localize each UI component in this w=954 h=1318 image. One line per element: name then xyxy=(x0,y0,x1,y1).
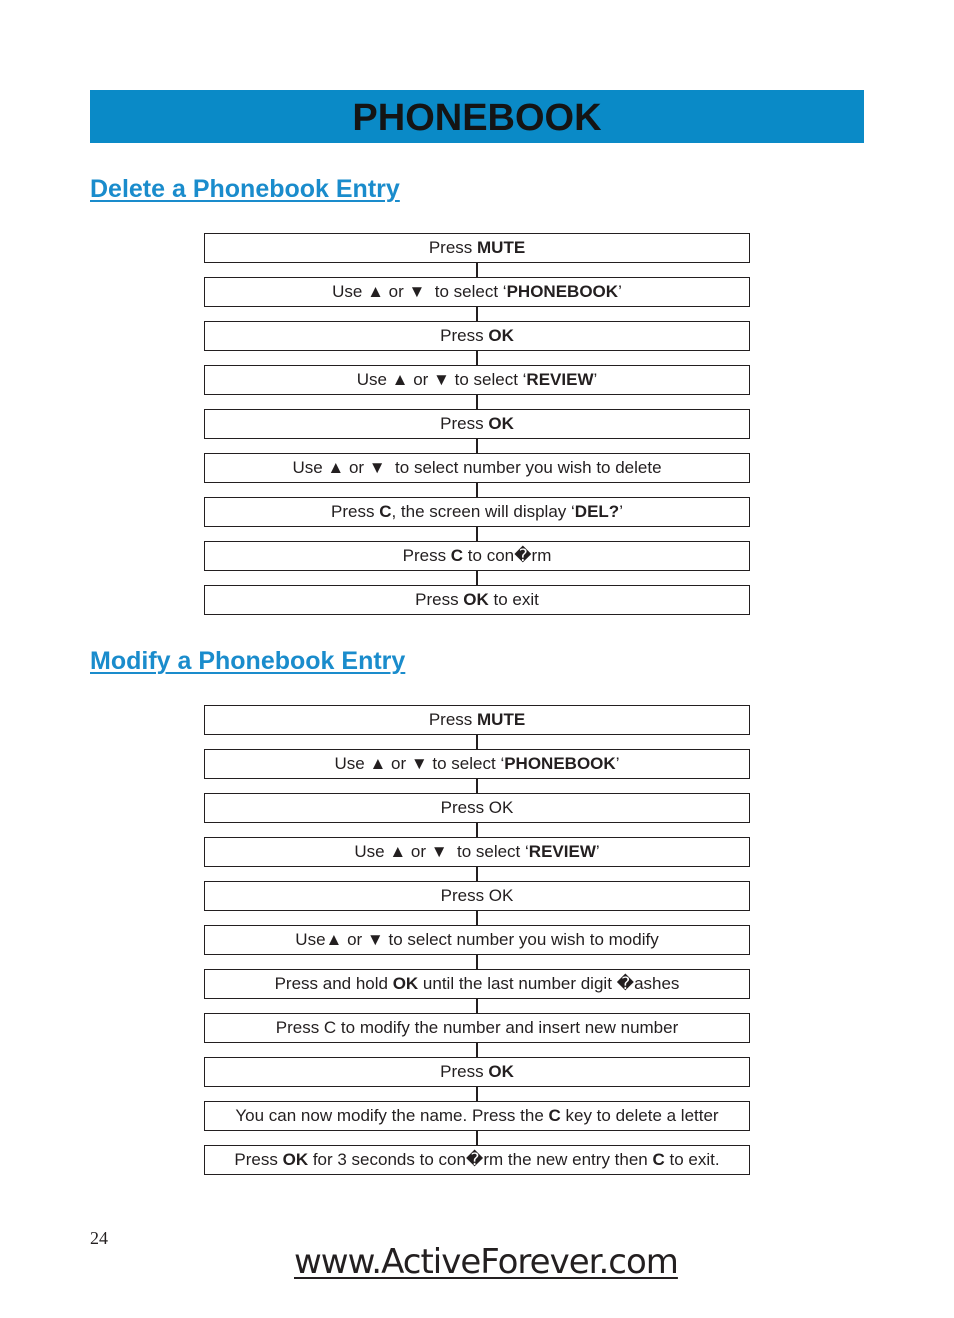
step-text: to exit. xyxy=(664,1150,720,1169)
page-number: 24 xyxy=(90,1228,108,1248)
step-text: Press xyxy=(402,546,451,565)
flow-step xyxy=(204,793,750,823)
step-keyword: OK xyxy=(488,414,514,433)
step-keyword: OK xyxy=(392,974,419,993)
flow-connector xyxy=(476,735,478,749)
flow-connector xyxy=(476,1087,478,1101)
step-text: Press xyxy=(440,326,489,345)
step-text: Press xyxy=(440,414,489,433)
flow-step xyxy=(204,881,750,911)
step-text: until the last number digit �ashes xyxy=(418,974,680,993)
flow-step xyxy=(204,497,750,527)
flow-connector xyxy=(476,999,478,1013)
step-text: ’ xyxy=(595,842,600,861)
step-keyword: REVIEW xyxy=(526,370,594,389)
flow-connector xyxy=(476,439,478,453)
step-text: ’ xyxy=(615,754,620,773)
flow-connector xyxy=(476,483,478,497)
step-keyword: C xyxy=(379,502,392,521)
step-text: Press and hold xyxy=(274,974,393,993)
flow-step xyxy=(204,1013,750,1043)
flow-connector xyxy=(476,1131,478,1145)
delete-flowchart xyxy=(204,233,750,615)
step-text: to exit xyxy=(488,590,539,609)
flow-connector xyxy=(476,823,478,837)
step-text: Press xyxy=(234,1150,283,1169)
flow-step xyxy=(204,925,750,955)
step-text: Press OK xyxy=(440,798,514,817)
step-keyword: OK xyxy=(488,326,514,345)
page-title: PHONEBOOK xyxy=(352,96,602,139)
step-text: Press xyxy=(428,710,477,729)
step-text: You can now modify the name. Press the xyxy=(235,1106,549,1125)
step-text: to con�rm xyxy=(463,546,552,565)
flow-step xyxy=(204,365,750,395)
title-banner xyxy=(90,90,864,143)
flow-step xyxy=(204,969,750,999)
flow-connector xyxy=(476,779,478,793)
flow-step xyxy=(204,321,750,351)
flow-connector xyxy=(476,867,478,881)
step-text: Press xyxy=(331,502,380,521)
flow-step xyxy=(204,409,750,439)
step-text: , the screen will display ‘ xyxy=(391,502,575,521)
step-text: Use ▲ or ▼ to select ‘ xyxy=(356,370,527,389)
step-keyword: DEL? xyxy=(574,502,620,521)
step-keyword: MUTE xyxy=(477,710,526,729)
step-keyword: C xyxy=(450,546,464,565)
website-link[interactable]: www.ActiveForever.com xyxy=(294,1242,678,1282)
flow-connector xyxy=(476,307,478,321)
step-text: ’ xyxy=(593,370,598,389)
step-keyword: OK xyxy=(282,1150,309,1169)
step-text: Press xyxy=(428,238,477,257)
step-text: ’ xyxy=(619,502,623,521)
flow-step xyxy=(204,1101,750,1131)
flow-step xyxy=(204,585,750,615)
step-text: Use ▲ or ▼ to select number you wish to delete xyxy=(292,458,662,477)
step-text: Use ▲ or ▼ to select ‘ xyxy=(354,842,529,861)
flow-step xyxy=(204,541,750,571)
flow-connector xyxy=(476,263,478,277)
step-text: for 3 seconds to con�rm the new entry then xyxy=(308,1150,653,1169)
step-text: Press xyxy=(440,1062,489,1081)
step-text: Press OK xyxy=(440,886,514,905)
flow-connector xyxy=(476,1043,478,1057)
step-text: Use ▲ or ▼ to select ‘ xyxy=(334,754,505,773)
delete-section-heading: Delete a Phonebook Entry xyxy=(90,175,400,203)
step-keyword: MUTE xyxy=(477,238,526,257)
flow-connector xyxy=(476,395,478,409)
flow-connector xyxy=(476,955,478,969)
step-keyword: C xyxy=(548,1106,561,1125)
flow-step xyxy=(204,453,750,483)
step-keyword: OK xyxy=(488,1062,514,1081)
flow-step xyxy=(204,1057,750,1087)
modify-section-heading: Modify a Phonebook Entry xyxy=(90,647,406,675)
step-keyword: OK xyxy=(463,590,489,609)
flow-connector xyxy=(476,527,478,541)
step-text: Press xyxy=(415,590,464,609)
step-text: ’ xyxy=(618,282,622,301)
step-keyword: PHONEBOOK xyxy=(504,754,616,773)
flow-connector xyxy=(476,911,478,925)
flow-step xyxy=(204,1145,750,1175)
modify-flowchart xyxy=(204,705,750,1175)
flow-step xyxy=(204,837,750,867)
step-keyword: REVIEW xyxy=(528,842,596,861)
flow-step xyxy=(204,705,750,735)
flow-connector xyxy=(476,571,478,585)
step-text: Use▲ or ▼ to select number you wish to modify xyxy=(295,930,659,949)
flow-step xyxy=(204,277,750,307)
flow-step xyxy=(204,233,750,263)
flow-connector xyxy=(476,351,478,365)
step-text: Use ▲ or ▼ to select ‘ xyxy=(332,282,507,301)
step-keyword: PHONEBOOK xyxy=(506,282,619,301)
step-keyword: C xyxy=(652,1150,665,1169)
step-text: Press C to modify the number and insert new number xyxy=(275,1018,679,1037)
step-text: key to delete a letter xyxy=(560,1106,719,1125)
flow-step xyxy=(204,749,750,779)
